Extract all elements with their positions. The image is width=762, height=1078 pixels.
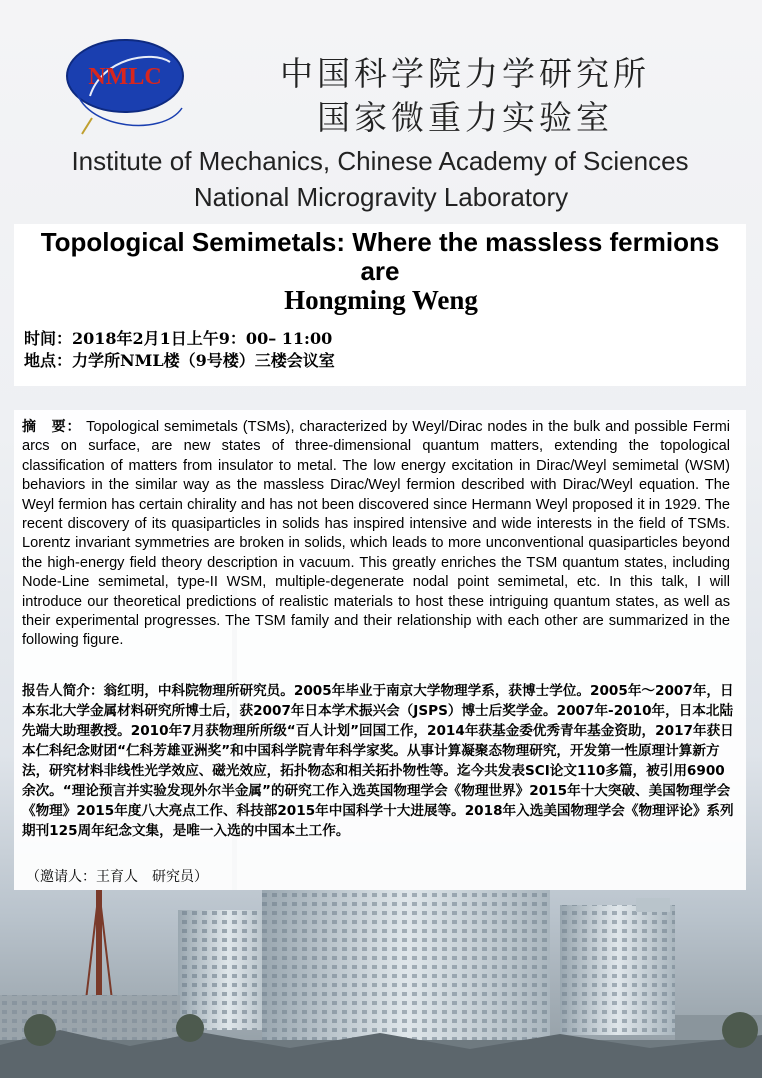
abstract [22, 418, 730, 651]
laboratory-en-title: National Microgravity Laboratory [193, 182, 569, 212]
logo-text: NMLC [88, 64, 162, 90]
institute-en-title: Institute of Mechanics, Chinese Academy of Sciences [71, 146, 689, 176]
nmlc-logo [62, 38, 190, 138]
laboratory-cn-title: 国家微重力实验室 [317, 98, 613, 137]
abstract-label: 摘 要： [22, 419, 82, 435]
talk-place: 地点：力学所NML楼（9号楼）三楼会议室 [24, 351, 335, 370]
inviter: （邀请人：王育人 研究员） [26, 869, 208, 885]
talk-title: Topological Semimetals: Where the massless fermions are [40, 227, 720, 286]
talk-time: 时间：2018年2月1日上午9：00– 11:00 [24, 329, 333, 348]
institute-cn-title: 中国科学院力学研究所 [280, 54, 650, 93]
abstract-text: Topological semimetals (TSMs), characterized by Weyl/Dirac nodes in the bulk and possible Fermi arcs on surface, are new states of three-dimensional quantum matters, extending the topological classification of matters from insulator to metal. The low energy excitation in Dirac/Weyl semimetal (WSM) behaviors in the similar way as the massless Dirac/Weyl fermion described with Dirac/Weyl equation. The Weyl fermion has certain chirality and has not been discovered since Hermann Weyl proposed it in 1929. The recent discovery of its quasiparticles in solids has inspired intensive and wide interests in the field of TSMs. Lorentz invariant symmetries are broken in solids, which leads to more unconventional quasiparticles beyond the high-energy field theory description in vacuum. This greatly enriches the TSM quantum states, including Node-Line semimetal, type-II WSM, multiple-degenerate nodal point semimetal, etc. In this talk, I will introduce our theoretical predictions of realistic materials to host these intriguing quantum states, as well as their experimental progresses. The TSM family and their relationship with each other are summarized in the following figure. [22, 419, 730, 649]
speaker-name: Hongming Weng [284, 285, 478, 315]
speaker-bio: 报告人简介：翁红明，中科院物理所研究员。2005年毕业于南京大学物理学系，获博士学位。2005年～2007年，日本东北大学金属材料研究所博士后，获2007年日本学术振兴会（JSPS）博士后奖学金。2007年-2010年，日本北陆先端大助理教授。2010年7月获物理所所级“百人计划”回国工作，2014年获基金委优秀青年基金资助，2017年获日本仁科纪念财团“仁科芳雄亚洲奖”和中国科学院青年科学家奖。从事计算凝聚态物理研究，开发第一性原理计算新方法，研究材料非线性光学效应、磁光效应，拓扑物态和相关拓扑物性等。迄今共发表SCI论文110多篇，被引用6900余次。“理论预言并实验发现外尔半金属”的研究工作入选英国物理学会《物理世界》2015年十大突破、美国物理学会《物理》2015年度八大亮点工作、科技部2015年中国科学十大进展等。2018年入选美国物理学会《物理评论》系列期刊125周年纪念文集，是唯一入选的中国本土工作。 [22, 683, 734, 839]
